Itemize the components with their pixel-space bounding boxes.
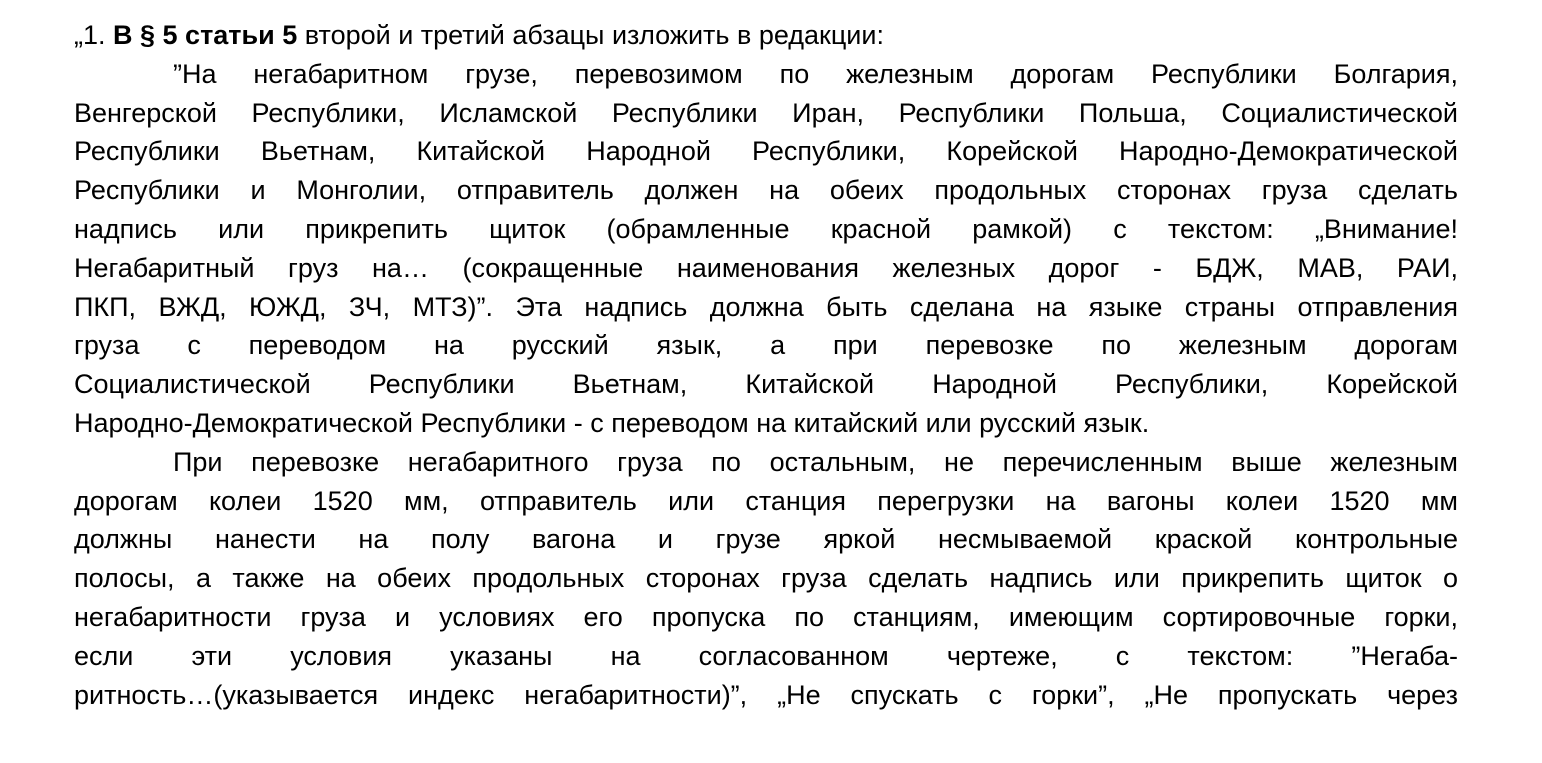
paragraph-last-line: Народно-Демократической Республики - с переводом на китайский или русский язык.	[74, 407, 1150, 438]
paragraph-line: ПКП, ВЖД, ЮЖД, ЗЧ, МТЗ)”. Эта надпись должна быть сделана на языке страны отправления	[74, 291, 1458, 322]
paragraph-line: Венгерской Республики, Исламской Республики Иран, Республики Польша, Социалистической	[74, 97, 1458, 128]
paragraph-line: ритность…(указывается индекс негабаритности)”, „Не спускать с горки”, „Не пропускать через	[74, 679, 1458, 710]
document-page	[74, 16, 1458, 714]
paragraph-line: ”На негабаритном грузе, перевозимом по железным дорогам Республики Болгария,	[173, 58, 1458, 89]
heading-prefix: „1.	[74, 20, 114, 50]
paragraph-line: дорогам колеи 1520 мм, отправитель или станция перегрузки на вагоны колеи 1520 мм	[74, 485, 1458, 516]
paragraph-2	[74, 443, 1458, 715]
paragraph-1	[74, 55, 1458, 443]
paragraph-line: если эти условия указаны на согласованном чертеже, с текстом: ”Негаба-	[74, 640, 1458, 671]
paragraph-line: должны нанести на полу вагона и грузе яркой несмываемой краской контрольные	[74, 524, 1458, 555]
heading-suffix: второй и третий абзацы изложить в редакции:	[297, 20, 884, 50]
heading-line	[74, 16, 1458, 55]
paragraph-line: негабаритности груза и условиях его пропуска по станциям, имеющим сортировочные горки,	[74, 601, 1458, 632]
paragraph-line: полосы, а также на обеих продольных сторонах груза сделать надпись или прикрепить щиток о	[74, 563, 1458, 594]
paragraph-line: Социалистической Республики Вьетнам, Китайской Народной Республики, Корейской	[74, 369, 1458, 400]
heading-bold-text: В § 5 статьи 5	[113, 20, 298, 50]
paragraph-line: груза с переводом на русский язык, а при перевозке по железным дорогам	[74, 330, 1458, 361]
paragraph-line: надпись или прикрепить щиток (обрамленные красной рамкой) с текстом: „Внимание!	[74, 213, 1458, 244]
paragraph-line: Негабаритный груз на… (сокращенные наименования железных дорог - БДЖ, МАВ, РАИ,	[74, 252, 1458, 283]
paragraph-line: Республики и Монголии, отправитель должен на обеих продольных сторонах груза сделать	[74, 175, 1458, 206]
paragraph-line: При перевозке негабаритного груза по остальным, не перечисленным выше железным	[173, 446, 1458, 477]
paragraph-line: Республики Вьетнам, Китайской Народной Республики, Корейской Народно-Демократической	[74, 136, 1458, 167]
